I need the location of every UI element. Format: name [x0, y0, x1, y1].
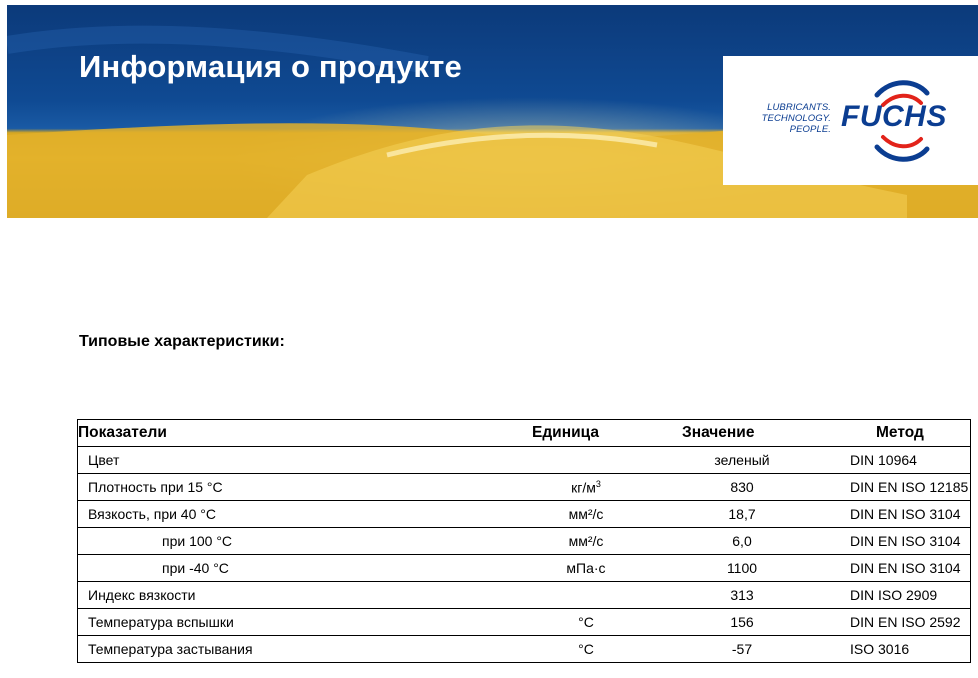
table-row — [78, 609, 971, 636]
cell-unit — [530, 636, 642, 663]
table-row — [78, 582, 971, 609]
table-header-row — [78, 420, 971, 447]
cell-unit-text: мм²/с — [568, 506, 604, 522]
cell-property-name: Вязкость, при 40 °C — [78, 501, 531, 528]
table-row — [78, 501, 971, 528]
section-heading: Типовые характеристики: — [79, 333, 285, 350]
cell-property-name: Цвет — [78, 447, 531, 474]
cell-property-name: при -40 °C — [78, 555, 531, 582]
cell-property-name: Индекс вязкости — [78, 582, 531, 609]
header-banner — [7, 5, 978, 218]
cell-property-name: Температура вспышки — [78, 609, 531, 636]
fuchs-logo — [723, 56, 978, 185]
cell-unit-text: мПа·с — [566, 560, 606, 576]
column-header-value-label: Значение — [682, 424, 755, 441]
cell-unit — [530, 447, 642, 474]
cell-method: ISO 3016 — [842, 636, 971, 663]
cell-unit-superscript: 3 — [595, 478, 601, 489]
cell-unit-text: кг/м — [571, 479, 596, 496]
column-header-method-label: Метод — [876, 424, 924, 441]
table-row — [78, 528, 971, 555]
cell-unit — [530, 501, 642, 528]
cell-value: 830 — [642, 474, 842, 501]
logo-tagline-line: LUBRICANTS. — [767, 102, 831, 113]
cell-method: DIN EN ISO 2592 — [842, 609, 971, 636]
cell-value: 1100 — [642, 555, 842, 582]
table-row — [78, 474, 971, 501]
cell-unit — [530, 474, 642, 501]
column-header-value — [642, 420, 842, 447]
cell-method: DIN EN ISO 3104 — [842, 528, 971, 555]
cell-unit — [530, 609, 642, 636]
logo-tagline-line: TECHNOLOGY. — [761, 113, 831, 124]
column-header-unit — [530, 420, 642, 447]
table-row — [78, 555, 971, 582]
cell-value: 156 — [642, 609, 842, 636]
cell-value: 6,0 — [642, 528, 842, 555]
cell-unit-text: °C — [578, 641, 594, 657]
cell-method: DIN EN ISO 3104 — [842, 501, 971, 528]
table-row — [78, 636, 971, 663]
column-header-method — [842, 420, 971, 447]
cell-unit — [530, 555, 642, 582]
cell-unit-text: °C — [578, 614, 594, 630]
table-row — [78, 447, 971, 474]
cell-property-name: при 100 °C — [78, 528, 531, 555]
cell-unit — [530, 582, 642, 609]
properties-table — [77, 419, 971, 663]
cell-value: 18,7 — [642, 501, 842, 528]
cell-value: зеленый — [642, 447, 842, 474]
cell-value: -57 — [642, 636, 842, 663]
logo-tagline-line: PEOPLE. — [789, 124, 831, 135]
column-header-name: Показатели — [78, 420, 531, 447]
cell-unit — [530, 528, 642, 555]
column-header-unit-label: Единица — [532, 424, 599, 441]
logo-tagline — [745, 102, 831, 135]
cell-method: DIN 10964 — [842, 447, 971, 474]
cell-unit-text: мм²/с — [568, 533, 604, 549]
cell-method: DIN EN ISO 3104 — [842, 555, 971, 582]
logo-brand-name: FUCHS — [841, 100, 947, 133]
cell-method: DIN EN ISO 12185 — [842, 474, 971, 501]
cell-method: DIN ISO 2909 — [842, 582, 971, 609]
cell-value: 313 — [642, 582, 842, 609]
cell-property-name: Температура застывания — [78, 636, 531, 663]
page-title: Информация о продукте — [79, 49, 462, 84]
cell-property-name: Плотность при 15 °C — [78, 474, 531, 501]
